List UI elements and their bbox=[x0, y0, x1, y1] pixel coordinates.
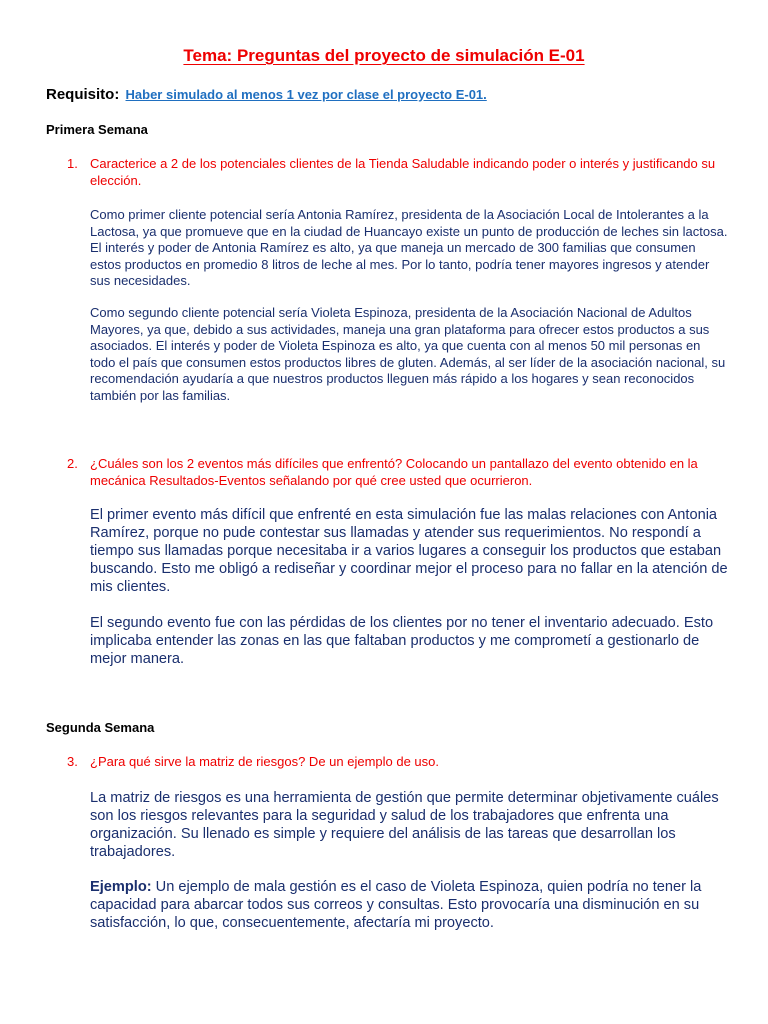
requirement-label: Requisito: bbox=[46, 86, 120, 103]
question-2-text: ¿Cuáles son los 2 eventos más difíciles que enfrentó? Colocando un pantallazo del evento obtenido en la mecánica Resultados-Eventos señalando por qué cree usted que ocurrieron. bbox=[90, 456, 698, 488]
example-label: Ejemplo: bbox=[90, 879, 152, 895]
question-1-number: 1. bbox=[67, 156, 78, 171]
page-title: Tema: Preguntas del proyecto de simulación E-01 bbox=[183, 46, 585, 65]
question-1-answer-paragraph-2: Como segundo cliente potencial sería Violeta Espinoza, presidenta de la Asociación Nacional de Adultos Mayores, ya que, debido a sus actividades, maneja una gran plataforma para ofrecer estos productos a sus asociados. El interés y poder de Violeta Espinoza es alto, ya que cuenta con al menos 50 mil personas en todo el país que consumen estos productos libres de gluten. Además, al ser líder de la asociación nacional, su recomendación ayudaría a que nuestros productos lleguen más rápido a los hogares y sean reconocidos también por las familias. bbox=[90, 305, 726, 403]
requirement-line bbox=[46, 86, 487, 103]
question-3-answer-paragraph-1: La matriz de riesgos es una herramienta de gestión que permite determinar objetivamente cuáles son los riesgos relevantes para la seguridad y salud de los trabajadores que enfrenta una organización. Su llenado es simple y requiere del análisis de las tareas que desarrollan los trabajadores. bbox=[90, 790, 719, 860]
week-1-heading: Primera Semana bbox=[46, 122, 148, 137]
question-2-number: 2. bbox=[67, 456, 78, 471]
example-text: Un ejemplo de mala gestión es el caso de Violeta Espinoza, quien podría no tener la capacidad para abarcar todos sus correos y consultas. Esto provocaría una disminución en su satisfacción, lo que, consecuentemente, afectaría mi proyecto. bbox=[90, 879, 702, 931]
question-1-text: Caracterice a 2 de los potenciales clientes de la Tienda Saludable indicando poder o interés y justificando su elección. bbox=[90, 156, 716, 188]
question-3-text: ¿Para qué sirve la matriz de riesgos? De un ejemplo de uso. bbox=[90, 754, 440, 769]
question-2-answer-paragraph-2: El segundo evento fue con las pérdidas de los clientes por no tener el inventario adecuado. Esto implicaba entender las zonas en las que faltaban productos y me comprometí a gestionarlo de mejor manera. bbox=[90, 615, 714, 667]
requirement-link[interactable]: Haber simulado al menos 1 vez por clase el proyecto E-01. bbox=[125, 87, 487, 102]
question-3-number: 3. bbox=[67, 754, 78, 769]
week-2-heading: Segunda Semana bbox=[46, 720, 155, 735]
question-3-example-paragraph bbox=[90, 878, 728, 932]
question-2-answer-paragraph-1: El primer evento más difícil que enfrenté en esta simulación fue las malas relaciones con Antonia Ramírez, porque no pude contestar sus llamadas y atender sus requerimientos. No respondí a tiempo sus llamadas porque necesitaba ir a varios lugares a conseguir los productos que estaban buscando. Esto me obligó a rediseñar y coordinar mejor el proceso para no fallar en la atención de mis clientes. bbox=[90, 507, 728, 595]
question-1-answer-paragraph-1: Como primer cliente potencial sería Antonia Ramírez, presidenta de la Asociación Local de Intolerantes a la Lactosa, ya que promueve que en la ciudad de Huancayo existe un punto de producción de leches sin lactosa. El interés y poder de Antonia Ramírez es alto, ya que maneja un mercado de 300 familias que consumen estos productos en promedio 8 litros de leche al mes. Por lo tanto, podría tener mayores ingresos y atender sus necesidades. bbox=[90, 207, 728, 288]
